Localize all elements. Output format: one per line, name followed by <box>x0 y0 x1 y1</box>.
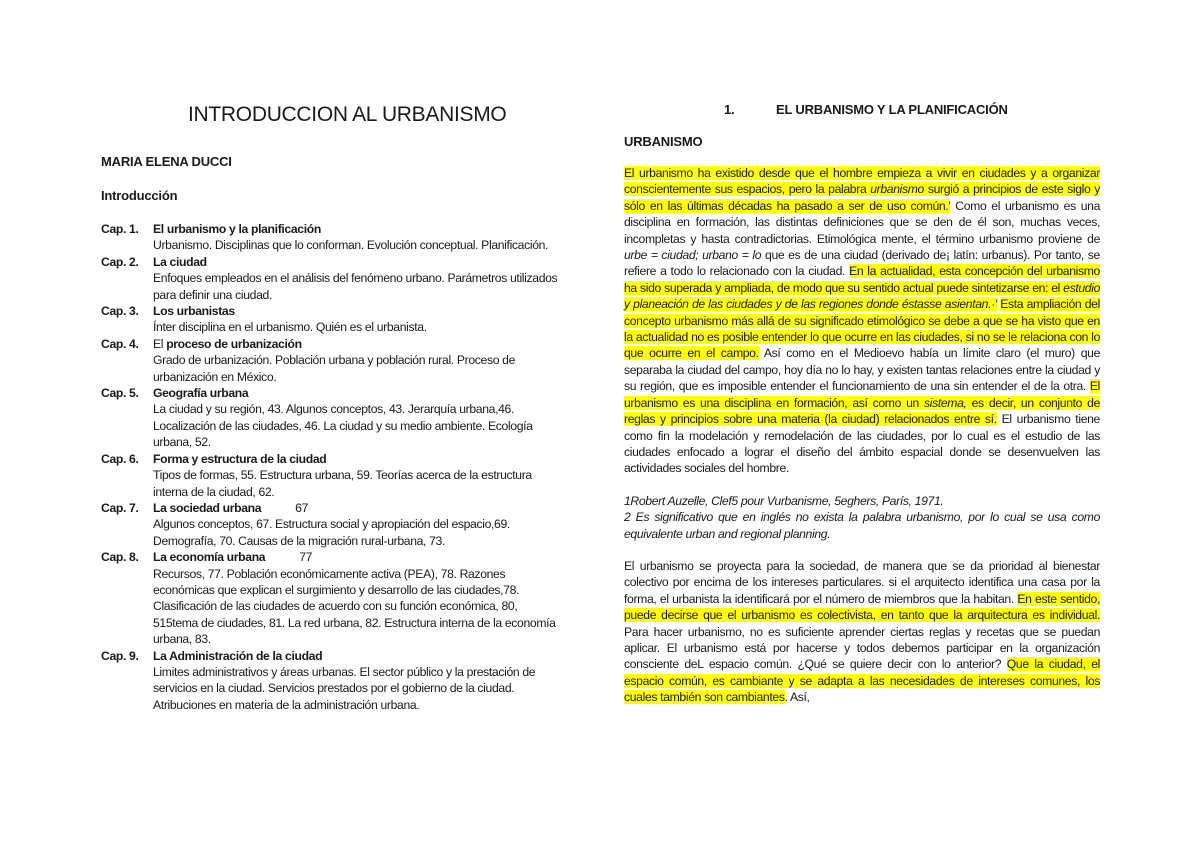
chapter-summary-line: interna de la ciudad, 62. <box>153 484 275 499</box>
chapter-summary-line: servicios en la ciudad. Servicios prestados por el gobierno de la ciudad. <box>153 681 515 696</box>
table-of-contents <box>101 221 571 713</box>
chapter-entry <box>101 549 571 647</box>
chapter-summary-line: Demografía, 70. Causas de la migración rural-urbana, 73. <box>153 533 446 548</box>
chapter-label: Cap. 5. <box>101 386 139 401</box>
chapter-label: Cap. 6. <box>101 451 139 466</box>
text-run: Como el urbanismo es una disciplina en formación, las distintas definiciones que se den de él son, muchas veces, incompletas y hasta contradictorias. Etimológica mente, el término urbanismo proviene de <box>624 198 1100 246</box>
chapter-label: Cap. 4. <box>101 336 139 351</box>
chapter-entry <box>101 336 571 385</box>
chapter-summary-line: urbana, 83. <box>153 632 211 647</box>
chapter-entry <box>101 303 571 336</box>
highlight: En la actualidad, esta concepción del urbanismo ha sido superada y ampliada, de modo que su sentido actual puede sintetizarse en: el estudio y planeación de las ciudades y de las regiones donde éstasse asientan.·' <box>624 264 1100 312</box>
chapter-entry <box>101 385 571 451</box>
chapter-label: Cap. 8. <box>101 550 139 565</box>
chapter-title <box>153 549 571 565</box>
right-page <box>600 0 1200 849</box>
spacer <box>624 542 1100 558</box>
chapter-summary-line: Algunos conceptos, 67. Estructura social y apropiación del espacio,69. <box>153 517 510 532</box>
text-run: . Así, <box>784 690 810 705</box>
chapter-summary-line: Urbanismo. Disciplinas que lo conforman. Evolución conceptual. Planificación. <box>153 238 549 253</box>
chapter-title: Geografía urbana <box>153 386 249 401</box>
section-heading <box>724 102 1008 117</box>
subsection-heading: URBANISMO <box>624 134 703 149</box>
chapter-title <box>153 500 571 516</box>
chapter-page-number: 77 <box>299 550 313 565</box>
chapter-summary-line: Tipos de formas, 55. Estructura urbana, 59. Teorías acerca de la estructura <box>153 468 532 483</box>
chapter-summary-line: para definir una ciudad. <box>153 287 272 302</box>
paragraph <box>624 165 1100 477</box>
chapter-summary-line: Enfoques empleados en el análisis del fenómeno urbano. Parámetros utilizados <box>153 271 558 286</box>
chapter-entry <box>101 221 571 254</box>
chapter-summary-line: Clasificación de las ciudades de acuerdo con su función económica, 80, <box>153 599 518 614</box>
chapter-title: Forma y estructura de la ciudad <box>153 451 327 466</box>
author-name: MARIA ELENA DUCCI <box>101 154 232 169</box>
chapter-summary-line: 515tema de ciudades, 81. La red urbana, 82. Estructura interna de la economía <box>153 615 556 630</box>
paragraph <box>624 558 1100 706</box>
chapter-title: La ciudad <box>153 254 207 269</box>
chapter-summary-line: Limites administrativos y áreas urbanas. El sector público y la prestación de <box>153 664 536 679</box>
chapter-entry <box>101 254 571 303</box>
highlight: Esta ampliación del concepto urbanismo más allá de su significado etimológico se debe a que se ha visto que en la actualidad no es posible entender lo que ocurre en las ciudades, si no se le relaciona con lo que ocurre en el campo. <box>624 297 1100 361</box>
intro-heading: Introducción <box>101 188 178 203</box>
chapter-label: Cap. 2. <box>101 254 139 269</box>
footnote: 2 Es significativo que en inglés no exista la palabra urbanismo, por lo cual se usa como equivalente urban and regional planning. <box>624 510 1100 541</box>
chapter-summary-line: Grado de urbanización. Población urbana y población rural. Proceso de <box>153 353 516 368</box>
chapter-summary-line: La ciudad y su región, 43. Algunos conceptos, 43. Jerarquía urbana,46. <box>153 402 515 417</box>
italic-text: urbe = ciudad; urbano = lo <box>624 248 762 263</box>
chapter-label: Cap. 9. <box>101 648 139 663</box>
chapter-title: Los urbanistas <box>153 304 235 319</box>
chapter-summary-line: urbanización en México. <box>153 369 277 384</box>
chapter-label: Cap. 3. <box>101 304 139 319</box>
chapter-summary-line: Ínter disciplina en el urbanismo. Quién es el urbanista. <box>153 320 427 335</box>
document-title: INTRODUCCION AL URBANISMO <box>188 103 507 126</box>
chapter-summary-line: Atribuciones en materia de la administración urbana. <box>153 697 420 712</box>
text-run: Para hacer urbanismo, no es suficiente aprender ciertas reglas y recetas que se puedan aplicar. El urbanismo está por hacerse y todos debemos participar en la organización consciente deL espacio común. ¿Qué se quiere decir con lo anterior? <box>624 624 1100 672</box>
chapter-entry <box>101 648 571 714</box>
spacer <box>624 477 1100 493</box>
chapter-summary-line: Localización de las ciudades, 46. La ciudad y su medio ambiente. Ecología <box>153 418 533 433</box>
footnote: 1Robert Auzelle, Clef5 pour Vurbanisme, 5eghers, París, 1971. <box>624 493 944 508</box>
body-text <box>624 165 1100 706</box>
chapter-summary-line: urbana, 52. <box>153 435 211 450</box>
chapter-summary-line: Recursos, 77. Población económicamente activa (PEA), 78. Razones <box>153 566 506 581</box>
chapter-title <box>153 336 571 352</box>
chapter-label: Cap. 1. <box>101 222 139 236</box>
chapter-title-text: La sociedad urbana <box>153 500 262 515</box>
chapter-label: Cap. 7. <box>101 500 139 515</box>
chapter-entry <box>101 500 571 549</box>
chapter-title-text: proceso de urbanización <box>166 336 302 351</box>
section-title: EL URBANISMO Y LA PLANIFICACIÓN <box>776 102 1008 117</box>
chapter-entry <box>101 451 571 500</box>
highlight: Que la ciudad, el espacio común, es cambiante y se adapta a las necesidades de intereses comunes, los cuales también son cambiantes <box>624 657 1100 705</box>
text-run: El urbanismo se proyecta para la sociedad, de manera que se da prioridad al bienestar colectivo por encima de los intereses particulares. si el arquitecto identifica una casa por la forma, el urbanista la identificará por el número de miembros que la habitan. <box>624 558 1100 606</box>
text-run: El urbanismo tiene como fin la modelación y remodelación de las ciudades, por lo cual es el estudio de las ciudades enfocado a lograr el diseño del ámbito espacial donde se desenvuelven las actividades sociales del hombre. <box>624 412 1100 476</box>
highlight: En este sentido, puede decirse que el urbanismo es colectivista, en tanto que la arquitectura es individual. <box>624 591 1100 623</box>
chapter-title: La Administración de la ciudad <box>153 648 323 663</box>
text-run: Así como en el Medioevo había un límite claro (el muro) que separaba la ciudad del campo, hoy día no lo hay, y existen tantas relaciones entre la ciudad y su región, que es imposible entender el funcionamiento de una sin entender el de la otra. <box>624 346 1100 394</box>
highlight: El urbanismo ha existido desde que el hombre empieza a vivir en ciudades y a organizar conscientemente sus espacios, pero la palabra urbanismo surgió a principios de este siglo y sólo en las últimas décadas ha pasado a ser de uso común.' <box>624 166 1101 213</box>
highlight: El urbanismo es una disciplina en formación, así como un sistema, es decir, un conjunto de reglas y principios sobre una materia (la ciudad) relacionados entre sí. <box>624 379 1101 427</box>
text-run: que es de una ciudad (derivado de¡ latín: urbanus). Por tanto, se refiere a todo lo relacionado con la ciudad. <box>624 248 1100 279</box>
chapter-title-prefix: El <box>153 336 167 351</box>
chapter-summary-line: económicas que explican el surgimiento y desarrollo de las ciudades,78. <box>153 582 520 597</box>
chapter-title: El urbanismo y la planificación <box>153 222 321 236</box>
chapter-page-number: 67 <box>295 500 309 515</box>
section-number: 1. <box>724 102 735 117</box>
chapter-title-text: La economía urbana <box>153 550 266 565</box>
